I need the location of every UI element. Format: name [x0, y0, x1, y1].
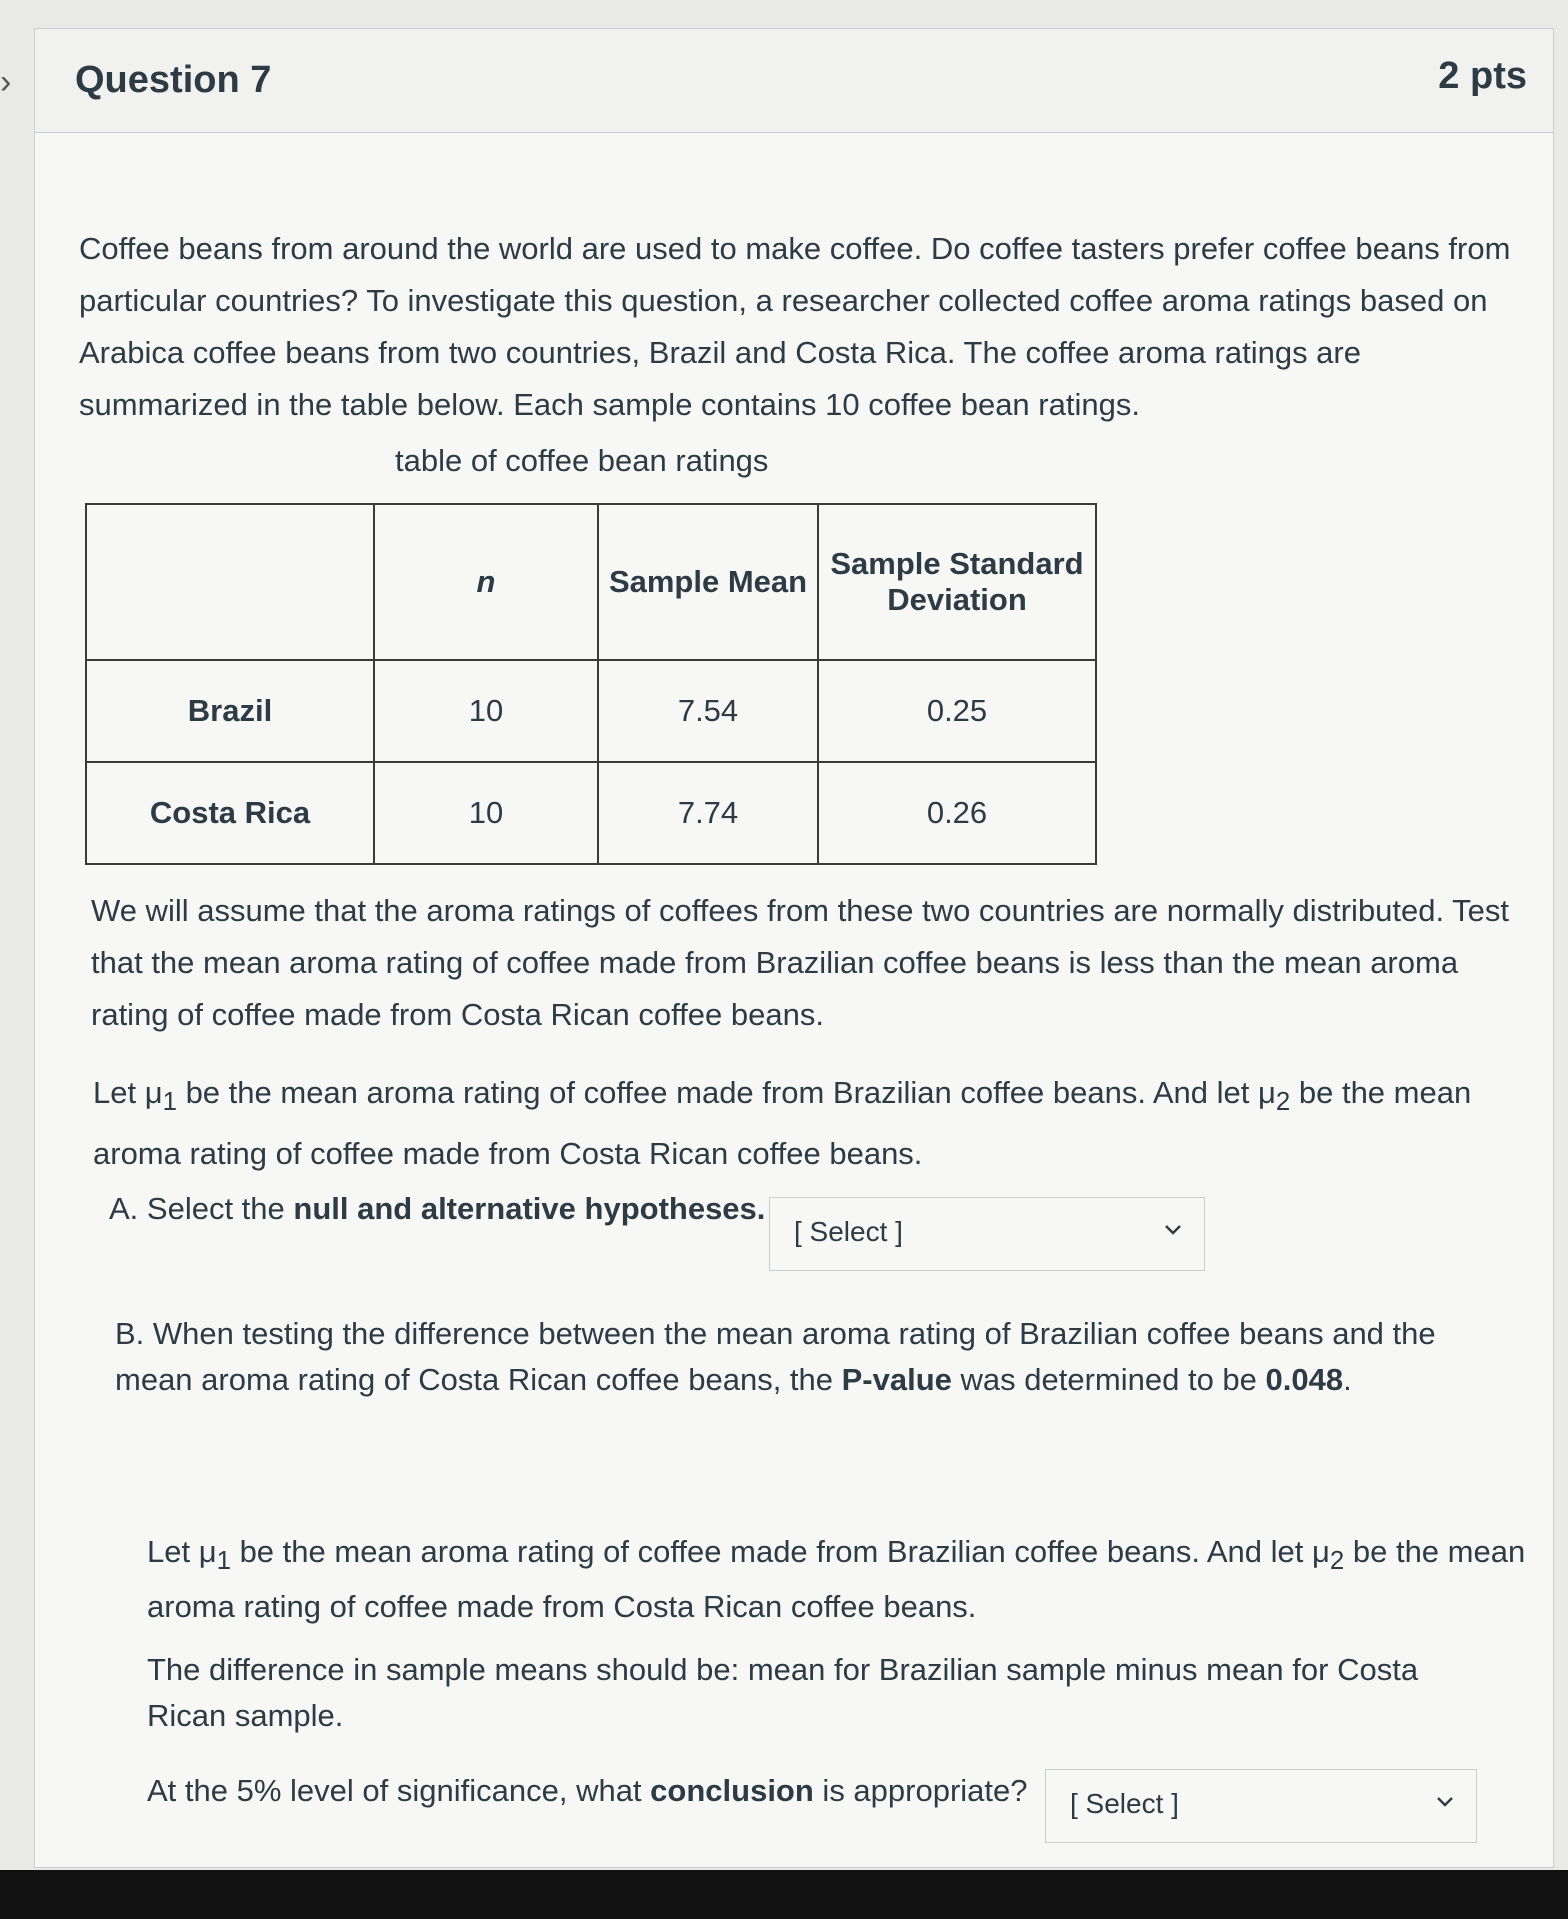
- cell-sd: 0.26: [818, 762, 1096, 864]
- p-value-label: P-value: [841, 1362, 952, 1397]
- mu-text-3: be the mean aroma rating of coffee made from Costa Rican coffee beans.: [93, 1075, 1472, 1172]
- chevron-down-icon: [1162, 1218, 1184, 1240]
- hypotheses-select-value: [ Select ]: [794, 1216, 903, 1247]
- table-header-row: [86, 504, 1096, 660]
- conclusion-prefix: At the 5% level of significance, what: [147, 1773, 651, 1808]
- conclusion-select[interactable]: [1045, 1769, 1477, 1843]
- table-row: [86, 762, 1096, 864]
- intro-paragraph: Coffee beans from around the world are used to make coffee. Do coffee tasters prefer coffee beans from particular countries? To investigate this question, a researcher collected coffee aroma ratings based on Arabica coffee beans from two countries, Brazil and Costa Rica. The coffee aroma ratings are summarized in the table below. Each sample contains 10 coffee bean ratings.: [79, 231, 1511, 422]
- part-b-paragraph: [115, 1311, 1515, 1403]
- part-a-prefix: A. Select the: [109, 1191, 294, 1226]
- conclusion-prompt: [147, 1773, 1028, 1809]
- mu-sub-2: 2: [1275, 1088, 1291, 1117]
- question-title: Question 7: [75, 59, 272, 101]
- mu-b-sub-2: 2: [1329, 1547, 1345, 1576]
- header-cell-n: n: [374, 504, 598, 660]
- mu-text-1: Let μ: [93, 1075, 163, 1110]
- question-card: [34, 28, 1554, 1868]
- table-row: [86, 660, 1096, 762]
- mu-sub-1: 1: [162, 1088, 177, 1117]
- part-b-text-3: .: [1343, 1362, 1352, 1397]
- cell-mean: 7.54: [598, 660, 818, 762]
- monitor-bezel: [0, 1870, 1568, 1919]
- mu-b-text-2: be the mean aroma rating of coffee made from Brazilian coffee beans. And let μ: [230, 1534, 1330, 1569]
- table-caption: table of coffee bean ratings: [395, 443, 769, 478]
- row-label: Brazil: [86, 660, 374, 762]
- chevron-down-icon: [1434, 1790, 1456, 1812]
- conclusion-bold: conclusion: [650, 1773, 814, 1808]
- header-cell-empty: [86, 504, 374, 660]
- cell-n: 10: [374, 762, 598, 864]
- ratings-table: [85, 503, 1097, 865]
- p-value-number: 0.048: [1265, 1362, 1344, 1397]
- collapse-chevron-icon[interactable]: ›: [0, 63, 12, 101]
- question-header: [35, 29, 1553, 133]
- cell-sd: 0.25: [818, 660, 1096, 762]
- question-body: [35, 133, 1553, 1867]
- assumption-paragraph: We will assume that the aroma ratings of coffees from these two countries are normally distributed. Test that the mean aroma rating of coffee made from Brazilian coffee beans is less than the mean aroma rating of coffee made from Costa Rican coffee beans.: [91, 893, 1510, 1032]
- conclusion-select-value: [ Select ]: [1070, 1788, 1179, 1819]
- cell-mean: 7.74: [598, 762, 818, 864]
- mu-definition-paragraph: [93, 1067, 1533, 1180]
- header-cell-mean: Sample Mean: [598, 504, 818, 660]
- mu-b-sub-1: 1: [216, 1547, 231, 1576]
- mu-definition-paragraph-b: [147, 1529, 1527, 1630]
- hypotheses-select[interactable]: [769, 1197, 1205, 1271]
- part-a-bold: null and alternative hypotheses.: [293, 1191, 766, 1226]
- row-label: Costa Rica: [86, 762, 374, 864]
- mu-b-text-3: be the mean aroma rating of coffee made from Costa Rican coffee beans.: [147, 1534, 1526, 1625]
- difference-note: The difference in sample means should be: mean for Brazilian sample minus mean for Costa Rican sample.: [147, 1652, 1419, 1733]
- header-cell-sd: Sample Standard Deviation: [818, 504, 1096, 660]
- question-points: 2 pts: [1438, 55, 1527, 97]
- part-b-text-1: B. When testing the difference between the mean aroma rating of Brazilian coffee beans and the mean aroma rating of Costa Rican coffee beans, the: [115, 1316, 1436, 1397]
- conclusion-suffix: is appropriate?: [813, 1773, 1028, 1808]
- part-b-text-2: was determined to be: [951, 1362, 1266, 1397]
- cell-n: 10: [374, 660, 598, 762]
- mu-b-text-1: Let μ: [147, 1534, 217, 1569]
- mu-text-2: be the mean aroma rating of coffee made from Brazilian coffee beans. And let μ: [176, 1075, 1276, 1110]
- part-a-prompt: [109, 1191, 765, 1227]
